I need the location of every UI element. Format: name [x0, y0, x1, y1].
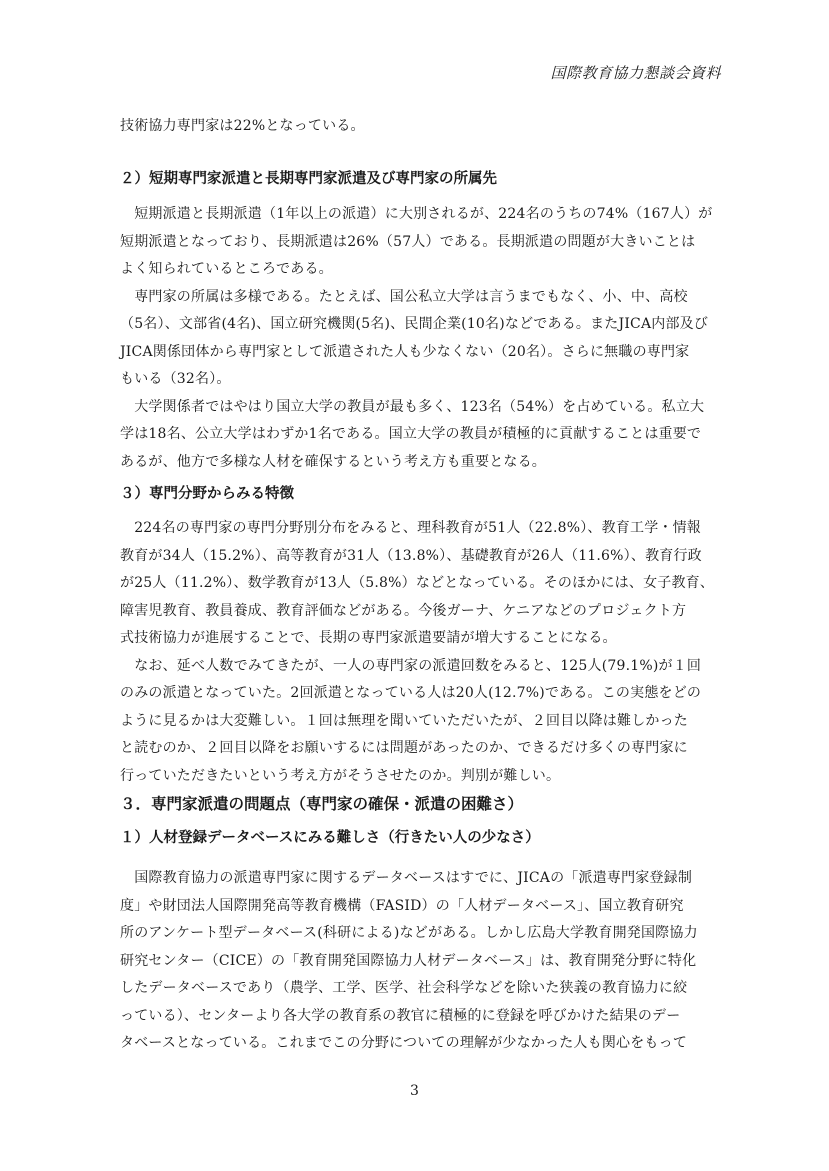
text-line: あるが、他方で多様な人材を確保するという考え方も重要となる。 [120, 453, 546, 470]
section-3-heading: ３）専門分野からみる特徴 [120, 486, 294, 502]
text-line: （5名）、文部省(4名)、国立研究機関(5名)、民間企業(10名)などである。またJICA内部及び [120, 316, 709, 332]
text-line: のみの派遣となっていた。2回派遣となっている人は20人(12.7%)である。この実態をどの [120, 685, 702, 701]
chapter-3-heading: ３．専門家派遣の問題点（専門家の確保・派遣の困難さ） [120, 795, 524, 813]
text-line: 224名の専門家の専門分野別分布をみると、理科教育が51人（22.8%）、教育工学・情報 [120, 520, 702, 536]
document-header: 国際教育協力懇談会資料 [550, 64, 721, 82]
text-line: もいる（32名）。 [120, 371, 231, 387]
text-line: と読むのか、２回目以降をお願いするには問題があったのか、できるだけ多くの専門家に [120, 740, 688, 756]
section-3-1-heading: １）人材登録データベースにみる難しさ（行きたい人の少なさ） [120, 830, 540, 846]
section-3-1-body [120, 865, 720, 1058]
text-line: 所のアンケート型データベース(科研による)などがある。しかし広島大学教育開発国際協力 [120, 925, 698, 941]
text-line: したデータベースであり（農学、工学、医学、社会科学などを除いた狭義の教育協力に絞 [120, 980, 688, 996]
text-line: 障害児教育、教員養成、教育評価などがある。今後ガーナ、ケニアなどのプロジェクト方 [120, 602, 687, 619]
intro-paragraph [120, 113, 720, 141]
text-line: 度」や財団法人国際開発高等教育機構（FASID）の「人材データベース」、国立教育研究 [120, 897, 684, 914]
text-line: 学は18名、公立大学はわずか1名である。国立大学の教員が積極的に貢献することは重要で [120, 426, 702, 442]
text-line: が25人（11.2%）、数学教育が13人（5.8%）などとなっている。そのほかには、女子教育、 [120, 575, 715, 591]
page-number: 3 [410, 1083, 419, 1099]
text-line: 研究センター（CICE）の「教育開発国際協力人材データベース」は、教育開発分野に特化 [120, 952, 697, 969]
text-line: JICA関係団体から専門家として派遣された人も少なくない（20名）。さらに無職の専門家 [120, 343, 690, 360]
text-line: ように見るかは大変難しい。１回は無理を聞いていただいたが、２回目以降は難しかった [120, 712, 688, 729]
text-line: なお、延べ人数でみてきたが、一人の専門家の派遣回数をみると、125人(79.1%)が１回 [120, 657, 702, 674]
section-2-heading: ２）短期専門家派遣と長期専門家派遣及び専門家の所属先 [120, 171, 497, 187]
text-line: 大学関係者ではやはり国立大学の教員が最も多く、123名（54%）を占めている。私立大 [120, 398, 705, 415]
text-line: 国際教育協力の派遣専門家に関するデータベースはすでに、JICAの「派遣専門家登録制 [120, 870, 693, 886]
text-line: 短期派遣と長期派遣（1年以上の派遣）に大別されるが、224名のうちの74%（167人）が [120, 206, 713, 222]
section-3-body [120, 515, 720, 790]
text-line: 技術協力専門家は22%となっている。 [120, 118, 365, 134]
text-line: タベースとなっている。これまでこの分野についての理解が少なかった人も関心をもって [120, 1035, 688, 1051]
text-line: 短期派遣となっており、長期派遣は26%（57人）である。長期派遣の問題が大きいことは [120, 233, 696, 250]
text-line: 行っていただきたいという考え方がそうさせたのか。判別が難しい。 [120, 767, 561, 784]
text-line: っている）、センターより各大学の教育系の教官に積極的に登録を呼びかけた結果のデー [120, 1007, 681, 1024]
text-line: 式技術協力が進展することで、長期の専門家派遣要請が増大することになる。 [120, 630, 617, 646]
text-line: 専門家の所属は多様である。たとえば、国公私立大学は言うまでもなく、小、中、高校 [120, 288, 688, 305]
section-2-body [120, 201, 720, 476]
text-line: 教育が34人（15.2%）、高等教育が31人（13.8%）、基礎教育が26人（11.6%）、教育行政 [120, 547, 702, 564]
text-line: よく知られているところである。 [120, 261, 333, 277]
